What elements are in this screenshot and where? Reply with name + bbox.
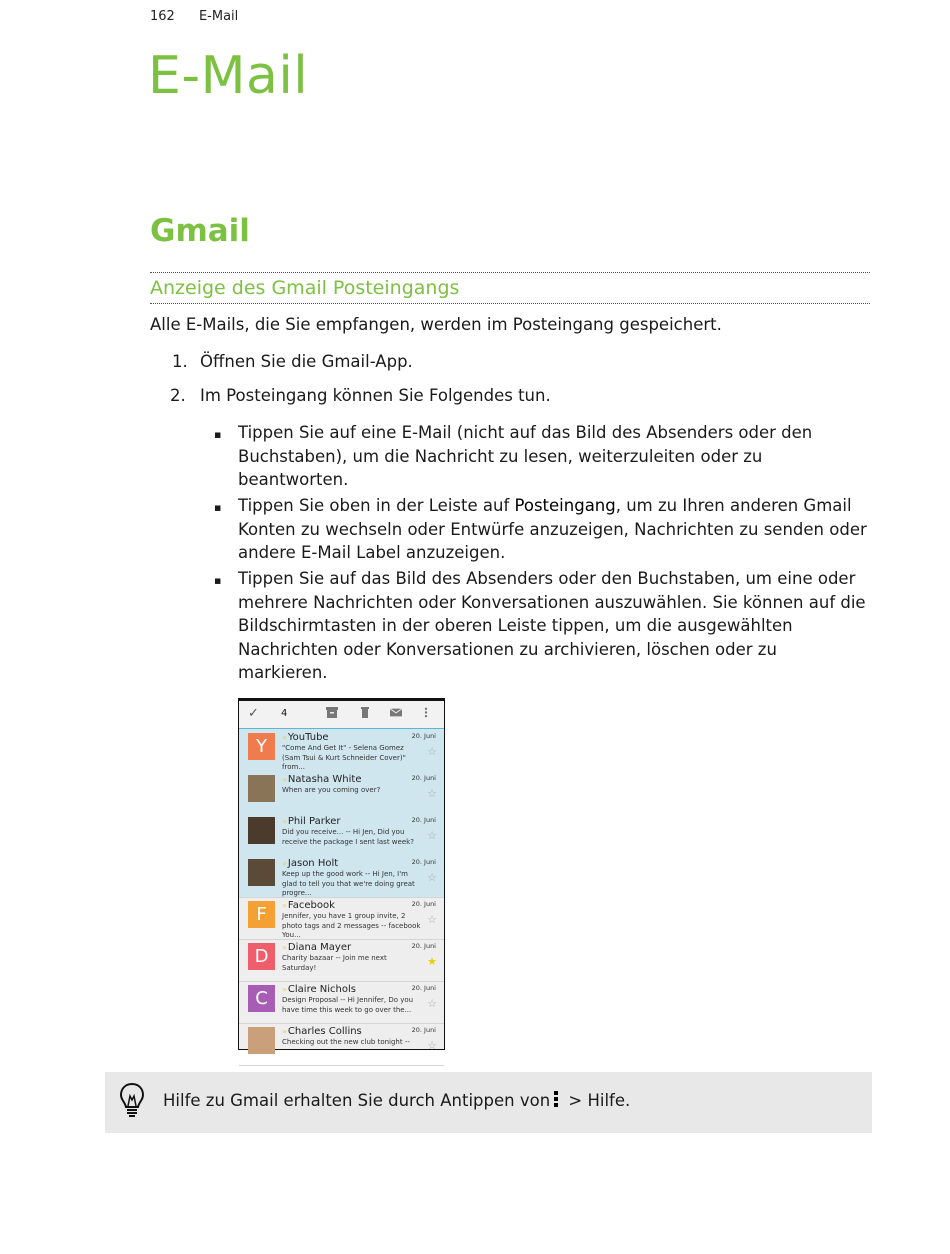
message-date: 20. Juni (411, 984, 436, 992)
sender-avatar[interactable]: Y (248, 733, 275, 760)
section-title: Gmail (150, 213, 250, 249)
sender-avatar[interactable]: C (248, 985, 275, 1012)
action-bar (239, 701, 444, 729)
bullet-3-text: Tippen Sie auf das Bild des Absenders oder den Buchstaben, um eine oder mehrere Nachrichten oder Konversationen auszuwählen. Sie können auf die Bildschirmtasten in der oberen Leiste tippen, um die ausgewählten Nachrichten oder Konversationen zu archivieren, löschen oder zu markieren. (238, 569, 866, 683)
bullet-2-post: , um zu Ihren anderen Gmail Konten zu wechseln oder Entwürfe anzuzeigen, Nachrichten zu senden oder andere E-Mail Label anzuzeigen. (238, 496, 867, 563)
tip-post: . (625, 1091, 631, 1110)
checkmark-icon[interactable]: ✓ (248, 706, 259, 721)
tip-box (105, 1072, 872, 1133)
importance-marker-icon: » (282, 817, 287, 826)
message-preview: Charity bazaar -- Join me next Saturday! (282, 954, 387, 972)
tip-pre: Hilfe zu Gmail erhalten Sie durch Antippen von (163, 1091, 551, 1110)
sender-avatar[interactable] (248, 1027, 275, 1054)
message-date: 20. Juni (411, 816, 436, 824)
bullet-1-text: Tippen Sie auf eine E-Mail (nicht auf das Bild des Absenders oder den Buchstaben), um die Nachricht zu lesen, weiterzuleiten oder zu beantworten. (238, 423, 813, 490)
importance-marker-icon: » (282, 985, 287, 994)
sender-avatar[interactable]: F (248, 901, 275, 928)
message-row[interactable] (239, 939, 444, 982)
archive-icon[interactable] (326, 707, 338, 718)
intro-paragraph: Alle E-Mails, die Sie empfangen, werden im Posteingang gespeichert. (150, 315, 722, 334)
bullet-marker: ▪ (214, 574, 222, 587)
star-icon[interactable]: ☆ (427, 871, 437, 884)
message-preview: Jennifer, you have 1 group invite, 2 photo tags and 2 messages -- facebook You... (282, 912, 421, 939)
importance-marker-icon: » (282, 943, 287, 952)
importance-marker-icon: » (282, 859, 287, 868)
step-1-number: 1. (172, 352, 188, 371)
star-icon[interactable]: ☆ (427, 829, 437, 842)
star-icon[interactable]: ☆ (427, 745, 437, 758)
message-row[interactable] (239, 1023, 444, 1066)
message-date: 20. Juni (411, 900, 436, 908)
message-preview: Did you receive... -- Hi Jen, Did you receive the package I sent last week? (282, 828, 414, 846)
message-row[interactable] (239, 897, 444, 940)
message-preview: "Come And Get It" - Selena Gomez (Sam Tsui & Kurt Schneider Cover)" from... (282, 744, 406, 771)
message-row[interactable] (239, 855, 444, 898)
bullet-marker: ▪ (214, 428, 222, 441)
message-preview: When are you coming over? (282, 786, 381, 794)
tip-text (163, 1091, 630, 1110)
sender-name: »Phil Parker (282, 816, 341, 827)
message-preview: Checking out the new club tonight -- (282, 1038, 410, 1046)
page-number: 162 (150, 9, 175, 24)
sender-name: »YouTube (282, 732, 329, 743)
keyword-hilfe: Hilfe (587, 1091, 626, 1110)
lightbulb-icon (119, 1082, 145, 1120)
sender-name: »Charles Collins (282, 1026, 362, 1037)
sender-name: »Facebook (282, 900, 335, 911)
message-preview: Design Proposal -- Hi Jennifer, Do you have time this week to go over the... (282, 996, 414, 1014)
bullet-2-pre: Tippen Sie oben in der Leiste auf (238, 496, 515, 515)
star-icon[interactable]: ☆ (427, 1039, 437, 1052)
message-row[interactable] (239, 813, 444, 856)
message-row[interactable] (239, 981, 444, 1024)
importance-marker-icon: » (282, 1027, 287, 1036)
sender-avatar[interactable]: D (248, 943, 275, 970)
step-2-number: 2. (170, 386, 186, 405)
sender-avatar[interactable] (248, 775, 275, 802)
message-date: 20. Juni (411, 1026, 436, 1034)
sender-avatar[interactable] (248, 859, 275, 886)
star-icon[interactable]: ☆ (427, 913, 437, 926)
message-date: 20. Juni (411, 774, 436, 782)
running-chapter-name: E-Mail (198, 9, 239, 24)
sender-name: »Claire Nichols (282, 984, 356, 995)
chapter-title: E-Mail (148, 46, 309, 106)
bullet-marker: ▪ (214, 501, 222, 514)
keyword-posteingang: Posteingang (514, 496, 616, 515)
sender-avatar[interactable] (248, 817, 275, 844)
importance-marker-icon: » (282, 733, 287, 742)
sender-name: »Diana Mayer (282, 942, 352, 953)
message-row[interactable] (239, 729, 444, 772)
message-date: 20. Juni (411, 732, 436, 740)
star-icon[interactable]: ☆ (427, 997, 437, 1010)
importance-marker-icon: » (282, 901, 287, 910)
message-date: 20. Juni (411, 942, 436, 950)
page-header (150, 9, 238, 24)
gmail-inbox-screenshot (238, 698, 445, 1050)
step-2-text: Im Posteingang können Sie Folgendes tun. (200, 386, 551, 405)
selected-count: 4 (281, 708, 288, 719)
importance-marker-icon: » (282, 775, 287, 784)
sender-name: »Natasha White (282, 774, 362, 785)
subsection-title: Anzeige des Gmail Posteingangs (150, 272, 870, 304)
menu-icon (554, 1091, 559, 1109)
message-row[interactable] (239, 771, 444, 814)
mail-icon[interactable] (390, 707, 402, 718)
step-1-text: Öffnen Sie die Gmail-App. (200, 352, 413, 371)
message-date: 20. Juni (411, 858, 436, 866)
bullet-2-text (238, 494, 870, 565)
trash-icon[interactable] (359, 707, 371, 718)
tip-separator: > (563, 1091, 588, 1110)
sender-name: »Jason Holt (282, 858, 339, 869)
star-icon[interactable]: ☆ (427, 787, 437, 800)
message-preview: Keep up the good work -- Hi Jen, I'm glad to tell you that we're doing great progre... (282, 870, 415, 897)
overflow-menu-icon[interactable] (423, 707, 429, 718)
star-icon[interactable]: ★ (427, 955, 437, 968)
